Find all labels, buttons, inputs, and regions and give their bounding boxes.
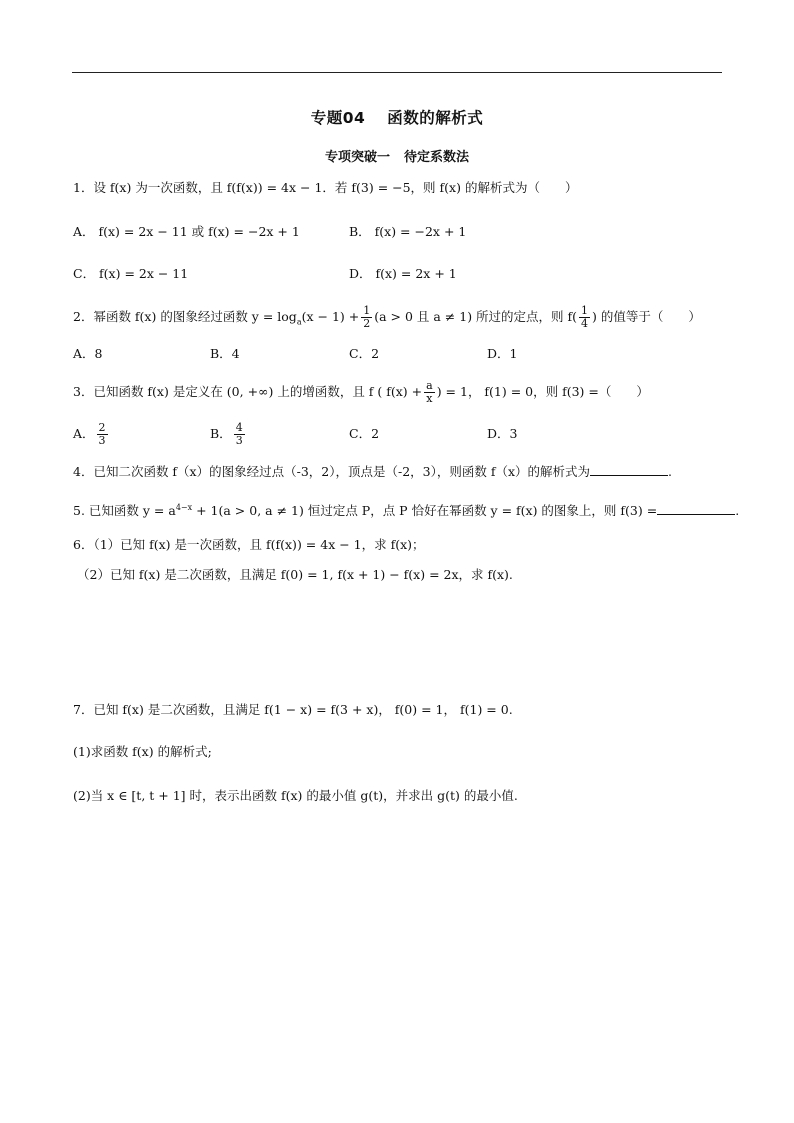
question-2-option-d: D．1	[487, 346, 518, 361]
question-4-text: 4．已知二次函数 f（x）的图象经过点（-3，2），顶点是（-2，3），则函数 f（x）的解析式为	[73, 464, 591, 479]
section-title	[0, 146, 794, 165]
option-fraction	[234, 422, 245, 447]
question-2-stem	[73, 305, 701, 333]
page-title	[0, 106, 794, 128]
question-5-end: .	[735, 503, 740, 519]
question-5-stem	[73, 498, 739, 521]
question-1-option-c: C． f(x) = 2x − 11	[73, 266, 189, 281]
question-1-option-d: D． f(x) = 2x + 1	[349, 266, 457, 281]
fraction-denominator: 3	[235, 434, 243, 447]
question-7-stem: 7．已知 f(x) 是二次函数，且满足 f(1 − x) = f(3 + x)， f(0) = 1， f(1) = 0.	[73, 702, 513, 717]
question-3-option-a	[73, 422, 110, 447]
question-4-end: .	[668, 464, 672, 479]
question-2-text-c: (a > 0 且 a ≠ 1) 所过的定点，则 f(	[374, 309, 578, 324]
question-3-option-c: C．2	[349, 426, 380, 441]
question-2-option-c: C．2	[349, 346, 380, 361]
option-fraction	[97, 422, 108, 447]
fraction-numerator: 1	[363, 304, 371, 317]
question-3-fraction	[424, 380, 435, 405]
fraction-numerator: a	[426, 379, 433, 392]
question-5-text-a: 5. 已知函数 y = a	[73, 503, 176, 519]
question-2-option-a: A．8	[73, 346, 103, 361]
fraction-numerator: 4	[235, 421, 243, 434]
section-number: 专项突破一	[324, 150, 390, 165]
question-3-text-b: ) = 1， f(1) = 0，则 f(3) =（ ）	[436, 384, 649, 399]
question-2-text-b: (x − 1) +	[301, 309, 360, 324]
question-2-log-base: a	[296, 317, 302, 327]
question-3-stem	[73, 380, 649, 405]
section-name: 待定系数法	[404, 150, 470, 165]
question-7-part-2: (2)当 x ∈ [t, t + 1] 时，表示出函数 f(x) 的最小值 g(t)，并求出 g(t) 的最小值.	[73, 788, 518, 803]
question-6-part-2: （2）已知 f(x) 是二次函数，且满足 f(0) = 1, f(x + 1) − f(x) = 2x，求 f(x).	[77, 567, 513, 582]
option-label: B．	[210, 426, 232, 441]
title-name: 函数的解析式	[387, 109, 484, 127]
fraction-denominator: x	[426, 392, 433, 405]
question-3-option-b	[210, 422, 247, 447]
question-5-text-b: + 1(a > 0, a ≠ 1) 恒过定点 P，点 P 恰好在幂函数 y = f(x) 的图象上，则 f(3) =	[192, 503, 658, 519]
question-2-fraction-half	[361, 305, 372, 330]
answer-blank[interactable]	[590, 463, 668, 476]
question-3-text-a: 3．已知函数 f(x) 是定义在 (0, +∞) 上的增函数，且 f ( f(x) +	[73, 384, 423, 399]
fraction-numerator: 1	[581, 304, 589, 317]
fraction-denominator: 3	[98, 434, 106, 447]
question-6-part-1: 6．（1）已知 f(x) 是一次函数，且 f(f(x)) = 4x − 1，求 f(x)；	[73, 537, 425, 552]
question-2-option-b: B．4	[210, 346, 240, 361]
fraction-numerator: 2	[98, 421, 106, 434]
option-label: A．	[73, 426, 95, 441]
question-7-part-1: (1)求函数 f(x) 的解析式;	[73, 744, 212, 759]
fraction-denominator: 4	[581, 317, 589, 330]
question-4-stem	[73, 462, 672, 482]
question-1-option-a: A． f(x) = 2x − 11 或 f(x) = −2x + 1	[73, 224, 300, 239]
answer-blank[interactable]	[657, 502, 735, 515]
question-1-stem: 1．设 f(x) 为一次函数，且 f(f(x)) = 4x − 1．若 f(3) = −5，则 f(x) 的解析式为（ ）	[73, 180, 578, 195]
fraction-denominator: 2	[363, 317, 371, 330]
question-2-fraction-quarter	[579, 305, 590, 330]
question-1-option-b: B． f(x) = −2x + 1	[349, 224, 467, 239]
question-2-text-a: 2．幂函数 f(x) 的图象经过函数 y = log	[73, 309, 297, 324]
title-topic: 专题04	[310, 109, 366, 127]
question-5-exponent: 4−x	[175, 503, 193, 512]
question-3-option-d: D．3	[487, 426, 518, 441]
header-rule	[72, 72, 722, 73]
question-2-text-d: ) 的值等于（ ）	[592, 309, 701, 324]
